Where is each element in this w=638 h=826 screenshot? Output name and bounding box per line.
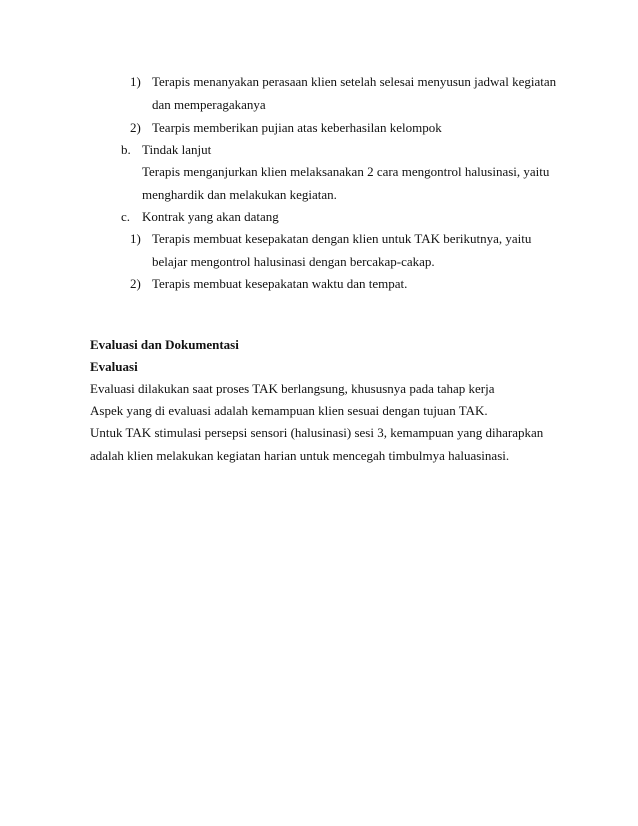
list-item-text: Tearpis memberikan pujian atas keberhasilan kelompok xyxy=(152,120,442,135)
list-item-text-continued: dan memperagakanya xyxy=(152,97,266,112)
section-heading-kontrak: Kontrak yang akan datang xyxy=(142,209,279,224)
list-number: 2) xyxy=(130,120,141,135)
list-number: 1) xyxy=(130,74,141,89)
list-item-2 xyxy=(130,276,141,292)
paragraph-text-continued: adalah klien melakukan kegiatan harian untuk mencegah timbulmya haluasinasi. xyxy=(90,448,510,463)
list-item-2 xyxy=(130,120,141,136)
list-item-text: Terapis menanyakan perasaan klien setelah selesai menyusun jadwal kegiatan xyxy=(152,74,557,89)
paragraph-text: Untuk TAK stimulasi persepsi sensori (halusinasi) sesi 3, kemampuan yang diharapkan xyxy=(90,425,544,440)
paragraph-text-continued: menghardik dan melakukan kegiatan. xyxy=(142,187,337,202)
list-item-1 xyxy=(130,74,141,90)
section-marker-b: b. xyxy=(121,142,131,157)
list-number: 2) xyxy=(130,276,141,291)
paragraph-text: Aspek yang di evaluasi adalah kemampuan klien sesuai dengan tujuan TAK. xyxy=(90,403,488,418)
paragraph-text: Evaluasi dilakukan saat proses TAK berlangsung, khususnya pada tahap kerja xyxy=(90,381,495,396)
list-number: 1) xyxy=(130,231,141,246)
paragraph-text: Terapis menganjurkan klien melaksanakan 2 cara mengontrol halusinasi, yaitu xyxy=(142,164,550,179)
subheading-evaluasi: Evaluasi xyxy=(90,359,138,374)
section-marker-c: c. xyxy=(121,209,131,224)
list-item-text: Terapis membuat kesepakatan dengan klien untuk TAK berikutnya, yaitu xyxy=(152,231,532,246)
list-item-text: Terapis membuat kesepakatan waktu dan tempat. xyxy=(152,276,408,291)
list-item-1 xyxy=(130,231,141,247)
section-heading-evaluasi-dokumentasi: Evaluasi dan Dokumentasi xyxy=(90,337,239,352)
section-heading-tindak-lanjut: Tindak lanjut xyxy=(142,142,212,157)
list-item-text-continued: belajar mengontrol halusinasi dengan bercakap-cakap. xyxy=(152,254,435,269)
